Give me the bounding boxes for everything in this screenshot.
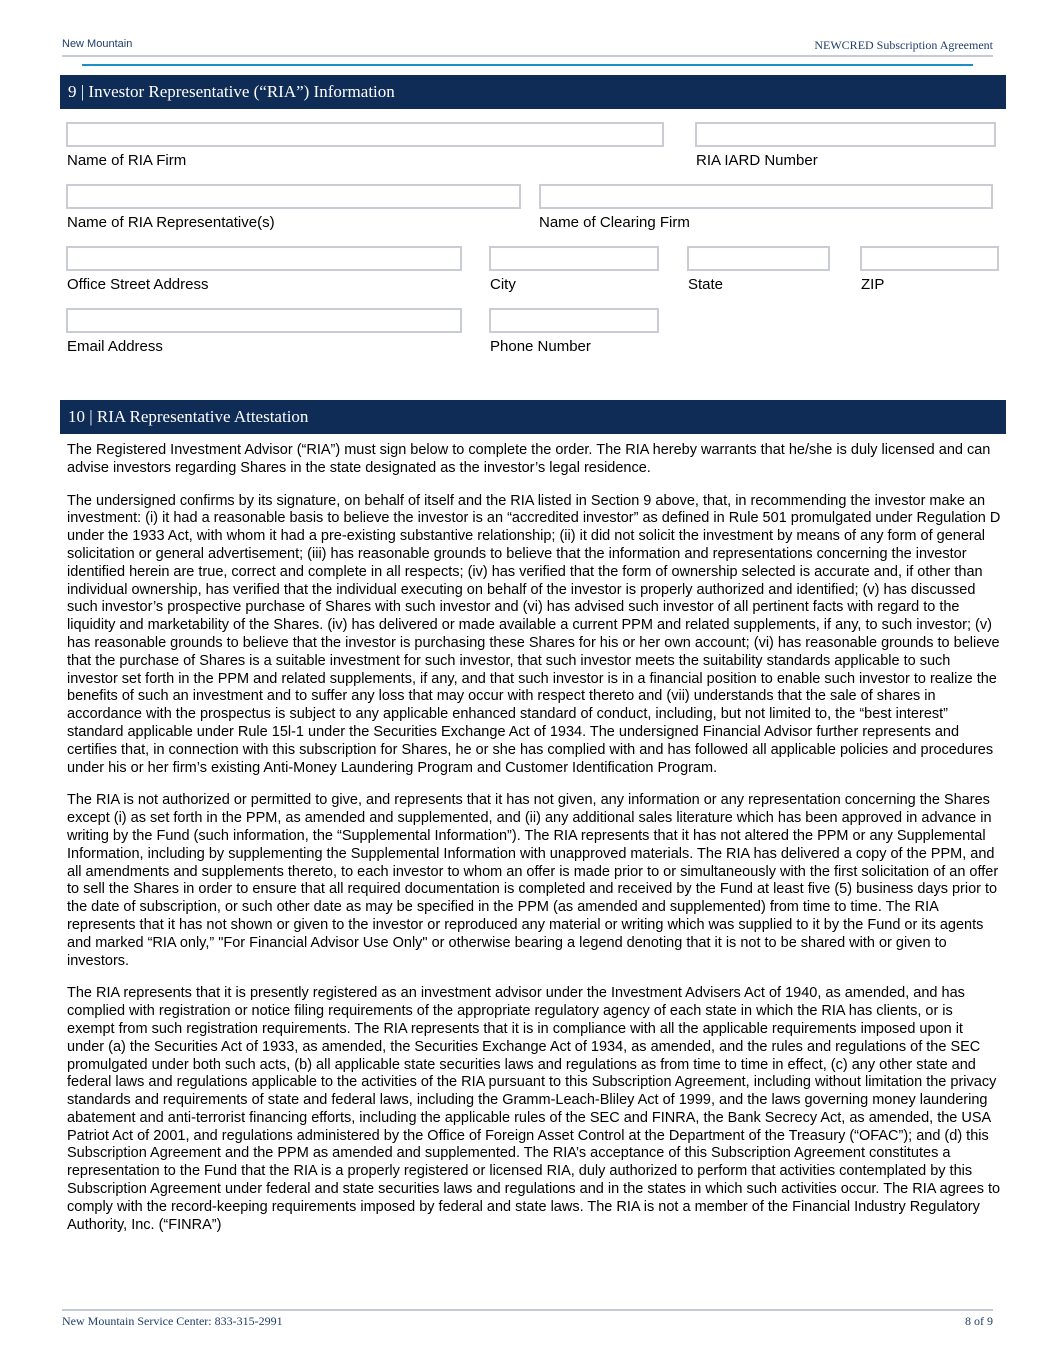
header-divider (62, 55, 993, 57)
street-address-input[interactable] (66, 246, 462, 271)
email-input[interactable] (66, 308, 462, 333)
section-10-header: 10 | RIA Representative Attestation (60, 400, 1006, 434)
email-label: Email Address (67, 338, 163, 355)
footer-divider (62, 1309, 993, 1311)
state-label: State (688, 276, 724, 293)
attestation-paragraph-3: The RIA is not authorized or permitted to give, and represents that it has not given, any information or any representation concerning the Shares except (i) as set forth in the PPM, as amended and supplemented, and (ii) any additional sales literature which has been approved in advance in writing by the Fund (such information, the “Supplemental Information”). The RIA represents that it has not altered the PPM or any Supplemental Information, including by supplementing the Supplemental Information with unapproved materials. The RIA has delivered a copy of the PPM, and all amendments and supplements thereto, to each investor to whom an offer is made prior to or simultaneously with the first solicitation of an offer to sell the Shares in order to ensure that all required documentation is completed and received by the Fund at least five (5) business days prior to the date of subscription, or such other date as may be specified in the PPM (as amended and supplemented) from time to time. The RIA represents that it has not shown or given to the investor or reproduced any material or writing which was supplied to it by the Fund or its agents and marked “RIA only,” "For Financial Advisor Use Only" or otherwise bearing a legend denoting that it is not to be shared with or given to investors. (67, 792, 999, 969)
attestation-paragraph-1: The Registered Investment Advisor (“RIA”) must sign below to complete the order. The RIA hereby warrants that he/she is duly licensed and can advise investors regarding Shares in the state designated as the investor’s legal residence. (67, 442, 991, 476)
ria-iard-input[interactable] (695, 122, 996, 147)
ria-representative-label: Name of RIA Representative(s) (67, 214, 275, 231)
ria-iard-label: RIA IARD Number (696, 152, 818, 169)
attestation-paragraph-2: The undersigned confirms by its signature, on behalf of itself and the RIA listed in Section 9 above, that, in recommending the investor make an investment: (i) it had a reasonable basis to believe the investor is an “accredited investor” as defined in Rule 501 promulgated under Regulation D under the 1933 Act, with whom it had a pre-existing substantive relationship; (ii) it did not solicit the investment by means of any form of general solicitation or general advertisement; (iii) has reasonable grounds to believe that the information and representations concerning the investor identified herein are true, correct and complete in all respects; (iv) has verified that the form of ownership selected is accurate and, if other than individual ownership, has verified that the individual executing on behalf of the investor is properly authorized and identified; (v) has discussed such investor’s prospective purchase of Shares with such investor and (vi) has advised such investor of all pertinent facts with regard to the liquidity and marketability of the Shares. (iv) has delivered or made available a current PPM and related supplements, if any, to such investor; (v) has reasonable grounds to believe that the investor is purchasing these Shares for his or her own account; (vi) has reasonable grounds to believe that the purchase of Shares is a suitable investment for such investor, that such investor meets the suitability standards applicable to such investor set forth in the PPM and related supplements, if any, and that such investor is in a financial position to enable such investor to realize the benefits of such an investment and to suffer any loss that may occur with respect thereto and (vii) understands that the sale of shares in accordance with the prospectus is subject to any applicable enhanced standard of conduct, including, but not limited to, the “best interest” standard applicable under Rule 15l-1 under the Securities Exchange Act of 1934. The undersigned Financial Advisor further represents and certifies that, in connection with this subscription for Shares, he or she has complied with and has followed all applicable policies and procedures under his or her firm’s existing Anti-Money Laundering Program and Customer Identification Program. (67, 492, 1001, 776)
ria-firm-input[interactable] (66, 122, 664, 147)
street-address-label: Office Street Address (67, 276, 209, 293)
phone-label: Phone Number (490, 338, 591, 355)
zip-input[interactable] (860, 246, 999, 271)
city-label: City (490, 276, 516, 293)
page-number: 8 of 9 (965, 1314, 993, 1328)
attestation-paragraph-4: The RIA represents that it is presently registered as an investment advisor under the Investment Advisers Act of 1940, as amended, and has complied with registration or notice filing requirements of the appropriate regulatory agency of each state in which the RIA has clients, or is exempt from such registration requirements. The RIA represents that it is in compliance with all the applicable requirements imposed upon it under (a) the Securities Act of 1933, as amended, the Securities Exchange Act of 1934, as amended, and the rules and regulations of the SEC promulgated under both such acts, (b) all applicable state securities laws and regulations as from time to time in effect, (c) any other state and federal laws and regulations applicable to the activities of the RIA pursuant to this Subscription Agreement, including without limitation the privacy standards and requirements of state and federal laws, including the Gramm-Leach-Bliley Act of 1999, and the laws governing money laundering abatement and anti-terrorist financing efforts, including the applicable rules of the SEC and FINRA, the Bank Secrecy Act, as amended, the USA Patriot Act of 2001, and regulations administered by the Office of Foreign Asset Control at the Department of the Treasury (“OFAC”); and (d) this Subscription Agreement and the PPM as amended and supplemented. The RIA’s acceptance of this Subscription Agreement constitutes a representation to the Fund that the RIA is a properly registered or licensed RIA, duly authorized to perform that activities contemplated by this Subscription Agreement under federal and state securities laws and regulations and in the states in which such activities occur. The RIA agrees to comply with the record-keeping requirements imposed by federal and state laws. The RIA is not a member of the Financial Industry Regulatory Authority, Inc. (“FINRA”) (67, 985, 1001, 1233)
section-9-header: 9 | Investor Representative (“RIA”) Information (60, 75, 1006, 109)
header-brand: New Mountain (62, 38, 133, 50)
ria-representative-input[interactable] (66, 184, 521, 209)
phone-input[interactable] (489, 308, 659, 333)
zip-label: ZIP (861, 276, 885, 293)
city-input[interactable] (489, 246, 659, 271)
state-input[interactable] (687, 246, 830, 271)
ria-firm-label: Name of RIA Firm (67, 152, 187, 169)
clearing-firm-input[interactable] (539, 184, 993, 209)
attestation-text (67, 442, 1003, 1249)
clearing-firm-label: Name of Clearing Firm (539, 214, 690, 231)
footer-service-center: New Mountain Service Center: 833-315-2991 (62, 1314, 283, 1328)
header-accent-line (82, 64, 973, 66)
header-document-title: NEWCRED Subscription Agreement (814, 38, 993, 52)
